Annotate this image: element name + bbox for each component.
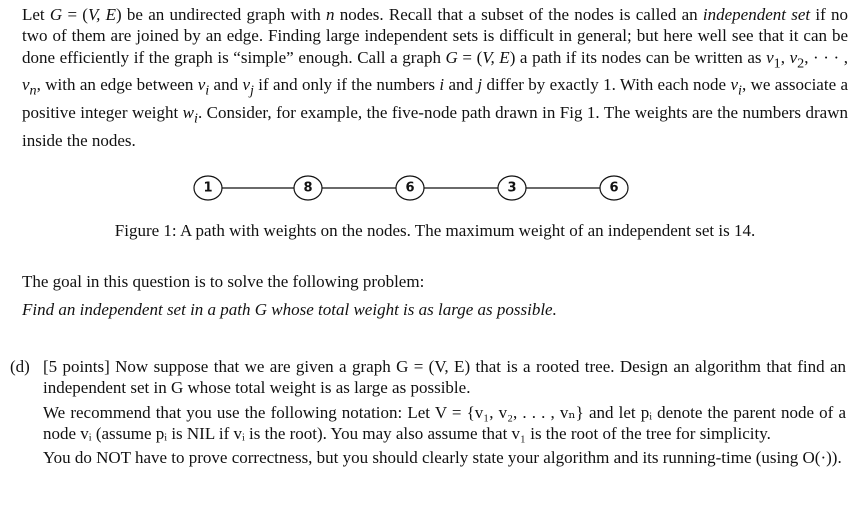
path-graph-figure — [0, 170, 868, 210]
goal-statement: Find an independent set in a path G whose total weight is as large as possible. — [22, 300, 557, 319]
node-3 — [396, 176, 424, 200]
node-2 — [294, 176, 322, 200]
node-4-weight: 3 — [507, 180, 517, 196]
node-1 — [194, 176, 222, 200]
node-1-weight: 1 — [203, 180, 213, 196]
part-d-question — [10, 356, 846, 471]
node-2-weight: 8 — [303, 180, 313, 196]
part-d-label: (d) — [10, 357, 30, 376]
part-d-paragraph-2: We recommend that you use the following notation: Let V = {v₁, v₂, . . . , vₙ} and let pᵢ denote the parent node of a node vᵢ (assume pᵢ is NIL if vᵢ is the root). You may also assume that v₁ is the root of the tree for simplicity. — [43, 402, 846, 443]
goal-line: The goal in this question is to solve the following problem: — [22, 272, 425, 291]
part-d-paragraph-1: [5 points] Now suppose that we are given a graph G = (V, E) that is a rooted tree. Design an algorithm that find an independent set in G whose total weight is as large as possible. — [43, 357, 846, 398]
path-graph — [0, 170, 868, 210]
part-d-paragraph-3: You do NOT have to prove correctness, but you should clearly state your algorithm and its running-time (using O(·)). — [43, 448, 842, 468]
node-3-weight: 6 — [405, 180, 415, 196]
intro-paragraph: Let G = (V, E) be an undirected graph with n nodes. Recall that a subset of the nodes is called an independent set if no two of them are joined by an edge. Finding large independent sets is difficult in general; but here well see that it can be done efficiently if the graph is “simple” enough. Call a graph G = (V, E) a path if its nodes can be written as $v_1$, $v_2$, · · · , $v_n$, with an edge between $v_i$ and $v_j$ if and only if the numbers i and j differ by exactly 1. With each node $v_i$, we associate a positive integer weight $w_i$. Consider, for example, the five-node path drawn in Fig 1. The weights are the numbers drawn inside the nodes. — [22, 5, 849, 150]
node-5-weight: 6 — [609, 180, 619, 196]
node-5 — [600, 176, 628, 200]
node-4 — [498, 176, 526, 200]
figure-caption: Figure 1: A path with weights on the nodes. The maximum weight of an independent set is 14. — [114, 221, 756, 240]
